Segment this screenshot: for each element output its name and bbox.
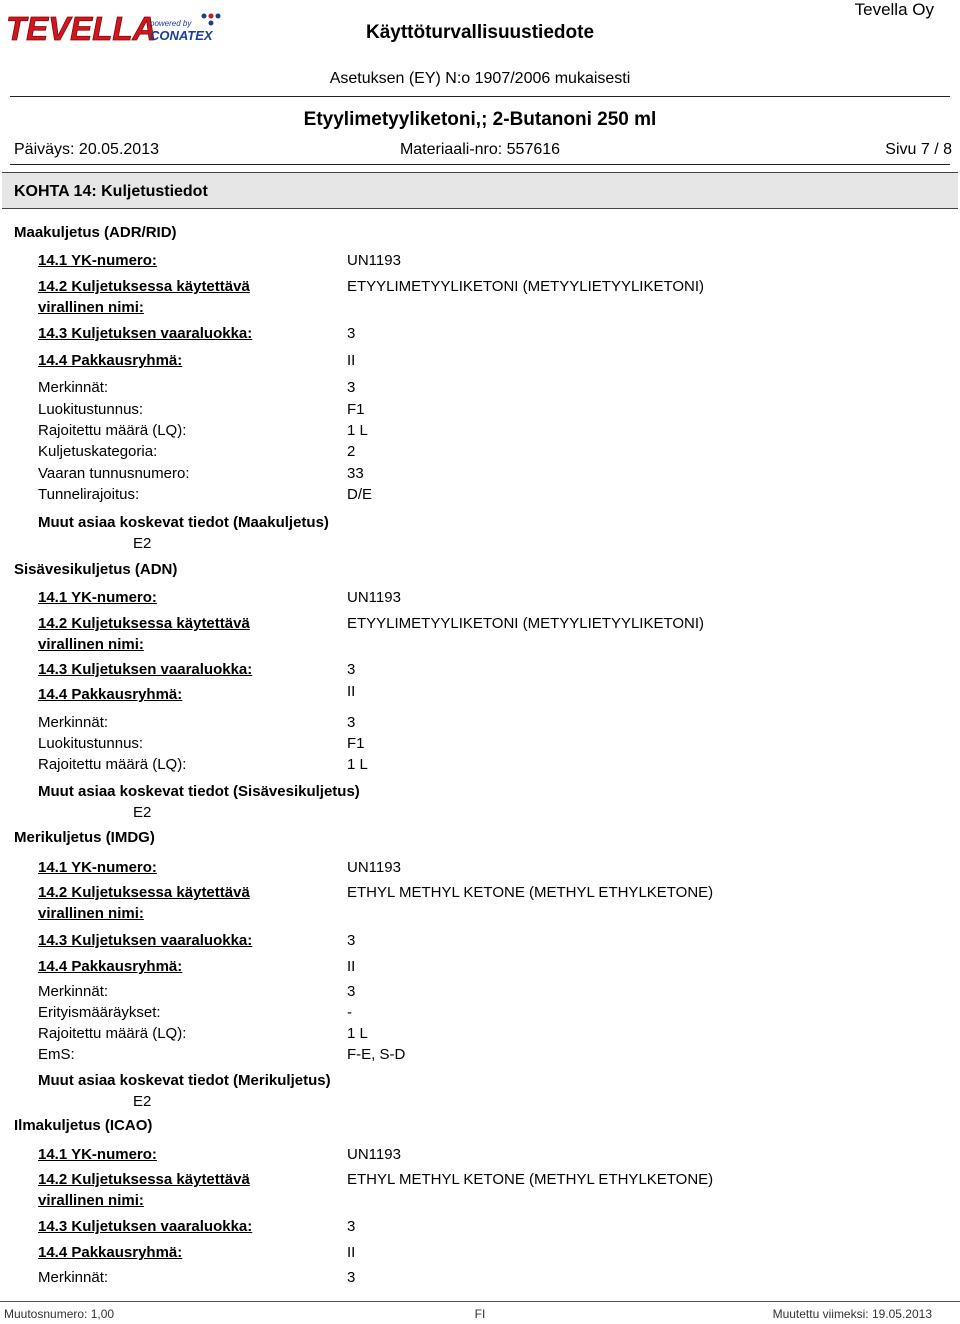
detail-value: 33 xyxy=(347,465,364,482)
meta-divider xyxy=(10,164,950,165)
imdg-shipping-name-row xyxy=(38,884,950,922)
shipping-name-label: 14.2 Kuljetuksessa käytettävä xyxy=(38,1171,250,1188)
detail-row xyxy=(38,465,950,487)
detail-value: F-E, S-D xyxy=(347,1046,406,1063)
detail-value: - xyxy=(347,1004,352,1021)
detail-row xyxy=(38,1269,950,1291)
un-number-label: 14.1 YK-numero: xyxy=(38,252,157,269)
detail-label: Kuljetuskategoria: xyxy=(38,443,158,460)
hazard-class-label: 14.3 Kuljetuksen vaaraluokka: xyxy=(38,932,253,949)
imdg-packing-group-row xyxy=(38,958,950,980)
adn-un-row xyxy=(38,589,950,611)
un-number-label: 14.1 YK-numero: xyxy=(38,859,157,876)
hazard-class-label: 14.3 Kuljetuksen vaaraluokka: xyxy=(38,325,253,342)
material-number: Materiaali-nro: 557616 xyxy=(399,141,561,158)
detail-value: 1 L xyxy=(347,422,368,439)
detail-row xyxy=(38,756,950,778)
detail-row xyxy=(38,422,950,444)
detail-label: Tunnelirajoitus: xyxy=(38,486,140,503)
un-number-label: 14.1 YK-numero: xyxy=(38,589,157,606)
hazard-class-value: 3 xyxy=(347,1218,356,1235)
packing-group-label: 14.4 Pakkausryhmä: xyxy=(38,1244,183,1261)
un-number-value: UN1193 xyxy=(347,252,401,269)
packing-group-label: 14.4 Pakkausryhmä: xyxy=(38,958,183,975)
detail-label: Vaaran tunnusnumero: xyxy=(38,465,190,482)
detail-value: 3 xyxy=(347,379,356,396)
packing-group-value: II xyxy=(347,352,356,369)
shipping-name-value: ETYYLIMETYYLIKETONI (METYYLIETYYLIKETONI) xyxy=(347,278,705,295)
detail-label: Luokitustunnus: xyxy=(38,401,144,418)
imdg-class-row xyxy=(38,932,950,954)
detail-label: Merkinnät: xyxy=(38,983,109,1000)
adr-shipping-name-row xyxy=(38,278,950,316)
page-number: Sivu 7 / 8 xyxy=(885,141,952,158)
shipping-name-label-line2: virallinen nimi: xyxy=(38,1192,144,1209)
shipping-name-label-line2: virallinen nimi: xyxy=(38,905,144,922)
un-number-value: UN1193 xyxy=(347,859,401,876)
adn-shipping-name-row xyxy=(38,615,950,653)
section-title: KOHTA 14: Kuljetustiedot xyxy=(2,172,958,209)
detail-value: 1 L xyxy=(347,756,368,773)
detail-row xyxy=(38,443,950,465)
packing-group-label: 14.4 Pakkausryhmä: xyxy=(38,686,183,703)
packing-group-value: II xyxy=(347,683,356,700)
detail-label: Luokitustunnus: xyxy=(38,735,144,752)
hazard-class-label: 14.3 Kuljetuksen vaaraluokka: xyxy=(38,1218,253,1235)
detail-row xyxy=(38,1046,950,1068)
icao-un-row xyxy=(38,1146,950,1168)
adn-class-row xyxy=(38,661,950,683)
detail-label: Merkinnät: xyxy=(38,714,109,731)
icao-title: Ilmakuljetus (ICAO) xyxy=(14,1117,153,1134)
adn-packing-group-row xyxy=(38,683,950,708)
hazard-class-value: 3 xyxy=(347,932,356,949)
footer-divider xyxy=(0,1301,960,1302)
last-modified: Muutettu viimeksi: 19.05.2013 xyxy=(772,1307,932,1321)
shipping-name-value: ETHYL METHYL KETONE (METHYL ETHYLKETONE) xyxy=(347,1171,714,1188)
detail-row xyxy=(38,735,950,757)
revision-number: Muutosnumero: 1,00 xyxy=(4,1307,115,1321)
shipping-name-label-line2: virallinen nimi: xyxy=(38,636,144,653)
imdg-un-row xyxy=(38,859,950,881)
other-info-title: Muut asiaa koskevat tiedot (Sisävesikuljetus) xyxy=(38,783,360,800)
adr-class-row xyxy=(38,325,950,347)
detail-label: Rajoitettu määrä (LQ): xyxy=(38,1025,187,1042)
un-number-value: UN1193 xyxy=(347,589,401,606)
detail-value: 3 xyxy=(347,1269,356,1286)
detail-value: F1 xyxy=(347,401,365,418)
document-date: Päiväys: 20.05.2013 xyxy=(14,141,159,158)
other-info-value: E2 xyxy=(133,535,152,552)
detail-label: EmS: xyxy=(38,1046,75,1063)
logo-wordmark: TEVELLA xyxy=(6,10,157,47)
detail-label: Merkinnät: xyxy=(38,379,109,396)
icao-shipping-name-row xyxy=(38,1171,950,1209)
packing-group-label: 14.4 Pakkausryhmä: xyxy=(38,352,183,369)
detail-label: Erityismääräykset: xyxy=(38,1004,161,1021)
detail-label: Merkinnät: xyxy=(38,1269,109,1286)
shipping-name-value: ETHYL METHYL KETONE (METHYL ETHYLKETONE) xyxy=(347,884,714,901)
hazard-class-value: 3 xyxy=(347,325,356,342)
adr-un-row xyxy=(38,252,950,274)
shipping-name-value: ETYYLIMETYYLIKETONI (METYYLIETYYLIKETONI) xyxy=(347,615,705,632)
header-divider xyxy=(10,96,950,97)
product-name: Etyylimetyyliketoni,; 2-Butanoni 250 ml xyxy=(303,109,657,130)
detail-value: 1 L xyxy=(347,1025,368,1042)
adr-packing-group-row xyxy=(38,352,950,374)
detail-row xyxy=(38,1025,950,1047)
detail-value: F1 xyxy=(347,735,365,752)
detail-row xyxy=(38,983,950,1005)
detail-row xyxy=(38,486,950,508)
shipping-name-label: 14.2 Kuljetuksessa käytettävä xyxy=(38,615,250,632)
detail-row xyxy=(38,401,950,423)
detail-value: 2 xyxy=(347,443,356,460)
other-info-value: E2 xyxy=(133,804,152,821)
un-number-value: UN1193 xyxy=(347,1146,401,1163)
imdg-title: Merikuljetus (IMDG) xyxy=(14,829,155,846)
other-info-title: Muut asiaa koskevat tiedot (Maakuljetus) xyxy=(38,514,329,531)
document-title: Käyttöturvallisuustiedote xyxy=(365,22,595,43)
company-name: Tevella Oy xyxy=(854,0,934,19)
packing-group-value: II xyxy=(347,958,356,975)
language-code: FI xyxy=(474,1307,486,1321)
packing-group-value: II xyxy=(347,1244,356,1261)
regulation-reference: Asetuksen (EY) N:o 1907/2006 mukaisesti xyxy=(329,70,631,87)
detail-row xyxy=(38,1004,950,1026)
other-info-value: E2 xyxy=(133,1093,152,1110)
logo-conatex: CONATEX xyxy=(150,28,213,43)
shipping-name-label-line2: virallinen nimi: xyxy=(38,299,144,316)
detail-value: 3 xyxy=(347,983,356,1000)
other-info-title: Muut asiaa koskevat tiedot (Merikuljetus) xyxy=(38,1072,331,1089)
hazard-class-value: 3 xyxy=(347,661,356,678)
detail-label: Rajoitettu määrä (LQ): xyxy=(38,422,187,439)
detail-row xyxy=(38,714,950,736)
detail-value: D/E xyxy=(347,486,373,503)
icao-packing-group-row xyxy=(38,1244,950,1266)
shipping-name-label: 14.2 Kuljetuksessa käytettävä xyxy=(38,884,250,901)
adn-title: Sisävesikuljetus (ADN) xyxy=(14,561,178,578)
shipping-name-label: 14.2 Kuljetuksessa käytettävä xyxy=(38,278,250,295)
detail-value: 3 xyxy=(347,714,356,731)
adr-title: Maakuljetus (ADR/RID) xyxy=(14,224,177,241)
detail-row xyxy=(38,379,950,401)
hazard-class-label: 14.3 Kuljetuksen vaaraluokka: xyxy=(38,661,253,678)
icao-class-row xyxy=(38,1218,950,1240)
detail-label: Rajoitettu määrä (LQ): xyxy=(38,756,187,773)
un-number-label: 14.1 YK-numero: xyxy=(38,1146,157,1163)
logo-powered-by: powered by xyxy=(150,19,192,28)
